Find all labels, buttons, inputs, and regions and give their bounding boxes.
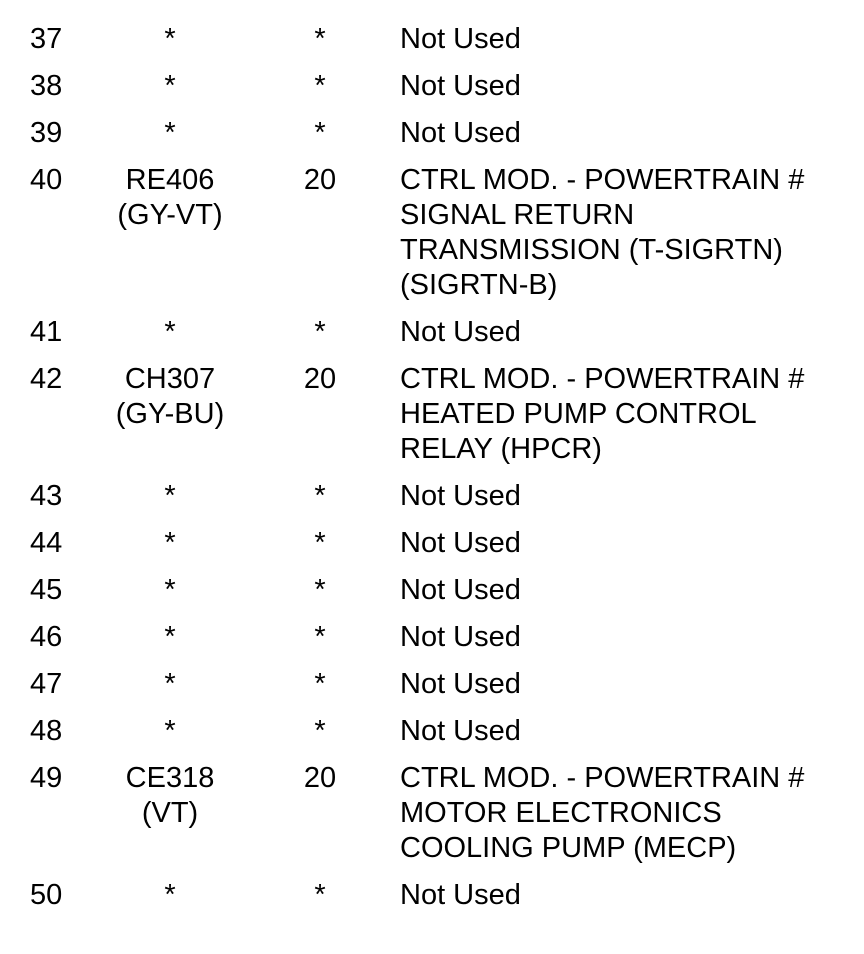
- circuit-id: *: [164, 621, 176, 653]
- circuit-cell: [100, 69, 240, 104]
- table-row: [0, 69, 864, 116]
- pin-number: 39: [30, 117, 63, 149]
- function-line: SIGNAL RETURN: [400, 199, 635, 231]
- table-row: [0, 620, 864, 667]
- function-line: Not Used: [400, 23, 521, 55]
- circuit-cell: [100, 667, 240, 702]
- pin-function: [400, 315, 864, 350]
- wire-color: (VT): [141, 797, 199, 829]
- pin-number: 41: [30, 316, 63, 348]
- function-line: COOLING PUMP (MECP): [400, 832, 737, 864]
- function-line: Not Used: [400, 527, 521, 559]
- pin-function: [400, 620, 864, 655]
- circuit-id: CH307: [124, 363, 216, 395]
- circuit-id: RE406: [125, 164, 215, 196]
- pin-function: [400, 714, 864, 749]
- circuit-cell: [100, 526, 240, 561]
- function-line: CTRL MOD. - POWERTRAIN #: [400, 762, 805, 794]
- wire-gauge: 20: [303, 762, 337, 794]
- circuit-cell: [100, 878, 240, 913]
- function-line: TRANSMISSION (T-SIGRTN): [400, 234, 783, 266]
- pin-number: 48: [30, 715, 63, 747]
- circuit-cell: [100, 620, 240, 655]
- wire-gauge: *: [314, 117, 326, 149]
- wire-gauge: 20: [303, 164, 337, 196]
- circuit-id: *: [164, 668, 176, 700]
- wire-gauge: *: [314, 574, 326, 606]
- function-line: (SIGRTN-B): [400, 269, 558, 301]
- pin-function: [400, 116, 864, 151]
- table-row: [0, 116, 864, 163]
- circuit-id: *: [164, 715, 176, 747]
- circuit-id: *: [164, 527, 176, 559]
- circuit-id: *: [164, 117, 176, 149]
- circuit-cell: [100, 163, 240, 233]
- wire-gauge: *: [314, 879, 326, 911]
- pin-function: [400, 526, 864, 561]
- circuit-cell: [100, 116, 240, 151]
- function-line: Not Used: [400, 668, 521, 700]
- pin-function: [400, 22, 864, 57]
- function-line: Not Used: [400, 715, 521, 747]
- pin-function: [400, 878, 864, 913]
- function-line: CTRL MOD. - POWERTRAIN #: [400, 363, 805, 395]
- table-row: [0, 573, 864, 620]
- table-row: [0, 878, 864, 925]
- wire-gauge: 20: [303, 363, 337, 395]
- pin-function: [400, 479, 864, 514]
- circuit-cell: [100, 315, 240, 350]
- table-row: [0, 479, 864, 526]
- pin-number: 45: [30, 574, 63, 606]
- pin-number: 40: [30, 164, 63, 196]
- function-line: Not Used: [400, 117, 521, 149]
- pin-function: [400, 573, 864, 608]
- wire-gauge: *: [314, 715, 326, 747]
- circuit-id: *: [164, 480, 176, 512]
- pin-function: [400, 667, 864, 702]
- pin-number: 50: [30, 879, 63, 911]
- circuit-cell: [100, 479, 240, 514]
- circuit-id: *: [164, 574, 176, 606]
- table-row: [0, 163, 864, 315]
- wire-color: (GY-VT): [117, 199, 223, 231]
- function-line: Not Used: [400, 879, 521, 911]
- pin-function: [400, 69, 864, 104]
- function-line: HEATED PUMP CONTROL: [400, 398, 757, 430]
- wire-gauge: *: [314, 70, 326, 102]
- table-row: [0, 362, 864, 479]
- table-row: [0, 315, 864, 362]
- circuit-cell: [100, 22, 240, 57]
- function-line: Not Used: [400, 70, 521, 102]
- table-row: [0, 714, 864, 761]
- function-line: Not Used: [400, 480, 521, 512]
- circuit-id: *: [164, 23, 176, 55]
- table-row: [0, 667, 864, 714]
- circuit-cell: [100, 362, 240, 432]
- function-line: Not Used: [400, 574, 521, 606]
- pin-number: 49: [30, 762, 63, 794]
- pin-number: 43: [30, 480, 63, 512]
- table-row: [0, 526, 864, 573]
- wire-gauge: *: [314, 23, 326, 55]
- circuit-id: CE318: [125, 762, 215, 794]
- pin-number: 42: [30, 363, 63, 395]
- function-line: Not Used: [400, 621, 521, 653]
- circuit-id: *: [164, 70, 176, 102]
- circuit-id: *: [164, 879, 176, 911]
- wire-gauge: *: [314, 316, 326, 348]
- pin-number: 37: [30, 23, 63, 55]
- pin-number: 38: [30, 70, 63, 102]
- pin-number: 44: [30, 527, 63, 559]
- function-line: RELAY (HPCR): [400, 433, 602, 465]
- table-row: [0, 22, 864, 69]
- circuit-cell: [100, 761, 240, 831]
- connector-pinout-table: [0, 22, 864, 925]
- wire-gauge: *: [314, 527, 326, 559]
- function-line: CTRL MOD. - POWERTRAIN #: [400, 164, 805, 196]
- circuit-cell: [100, 573, 240, 608]
- pin-number: 47: [30, 668, 63, 700]
- pin-function: [400, 163, 864, 303]
- function-line: Not Used: [400, 316, 521, 348]
- pin-function: [400, 362, 864, 467]
- wire-gauge: *: [314, 480, 326, 512]
- circuit-cell: [100, 714, 240, 749]
- pin-number: 46: [30, 621, 63, 653]
- wire-gauge: *: [314, 668, 326, 700]
- wire-color: (GY-BU): [115, 398, 225, 430]
- circuit-id: *: [164, 316, 176, 348]
- wire-gauge: *: [314, 621, 326, 653]
- table-row: [0, 761, 864, 878]
- function-line: MOTOR ELECTRONICS: [400, 797, 722, 829]
- pin-function: [400, 761, 864, 866]
